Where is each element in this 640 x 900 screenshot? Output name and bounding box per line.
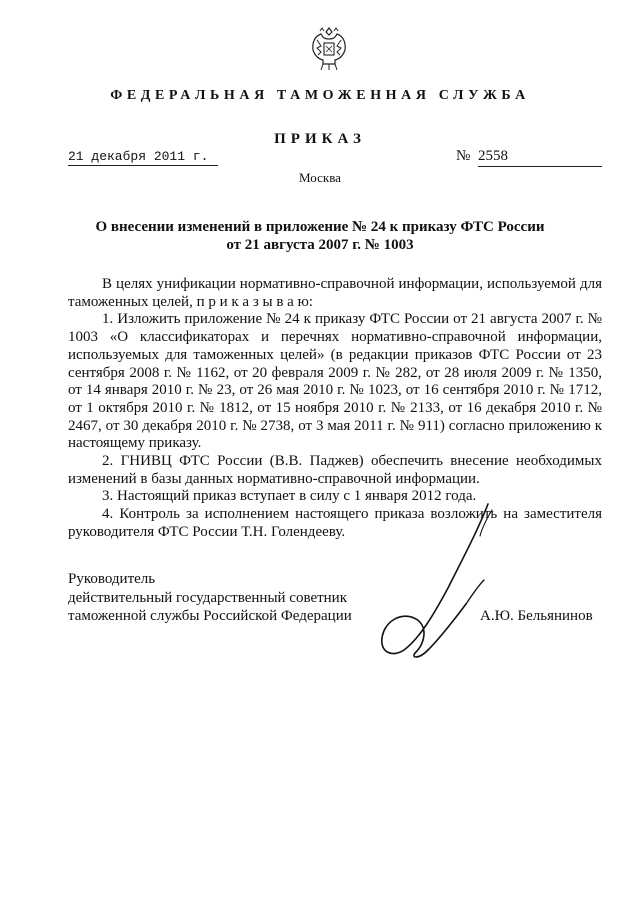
order-body — [68, 276, 602, 542]
document-type: ПРИКАЗ — [274, 131, 366, 147]
signatory-name: А.Ю. Бельянинов — [480, 608, 593, 624]
intro-paragraph: В целях унификации нормативно-справочной информации, используемой для таможенных целей, п р и к а з ы в а ю: — [68, 276, 602, 310]
handwritten-signature — [370, 500, 500, 665]
order-title — [60, 218, 580, 254]
agency-name: ФЕДЕРАЛЬНАЯ ТАМОЖЕННАЯ СЛУЖБА — [110, 88, 530, 103]
signatory-title — [68, 570, 352, 626]
order-item: 2. ГНИВЦ ФТС России (В.В. Паджев) обеспечить внесение необходимых изменений в базы данных нормативно-справочной информации. — [68, 453, 602, 487]
order-item: 1. Изложить приложение № 24 к приказу ФТС России от 21 августа 2007 г. № 1003 «О классификаторах и перечнях нормативно-справочной информации, используемых для таможенных целей» (в редакции приказов ФТС России от 23 сентября 2008 г. № 1162, от 20 февраля 2009 г. № 282, от 28 июля 2009 г. № 1350, от 14 января 2010 г. № 23, от 26 мая 2010 г. № 1023, от 16 сентября 2010 г. № 1712, от 1 октября 2010 г. № 1812, от 15 ноября 2010 г. № 2133, от 16 декабря 2010 г. № 2467, от 30 декабря 2010 г. № 2738, от 3 мая 2011 г. № 911) согласно приложению к настоящему приказу. — [68, 311, 602, 452]
signatory-title-line: действительный государственный советник — [68, 589, 348, 606]
order-title-line: О внесении изменений в приложение № 24 к приказу ФТС России — [95, 219, 545, 235]
coat-of-arms-icon — [309, 26, 349, 72]
order-number-label: № — [456, 148, 471, 164]
order-date: 21 декабря 2011 г. — [68, 149, 218, 166]
order-number: 2558 — [478, 148, 602, 167]
signatory-title-line: Руководитель — [68, 571, 156, 587]
order-item: 3. Настоящий приказ вступает в силу с 1 января 2012 года. — [102, 488, 477, 505]
order-title-line: от 21 августа 2007 г. № 1003 — [226, 237, 414, 253]
signatory-title-line: таможенной службы Российской Федерации — [68, 608, 352, 624]
order-item: 4. Контроль за исполнением настоящего приказа возложить на заместителя руководителя ФТС России Т.Н. Голендееву. — [68, 506, 602, 540]
city: Москва — [299, 170, 341, 185]
